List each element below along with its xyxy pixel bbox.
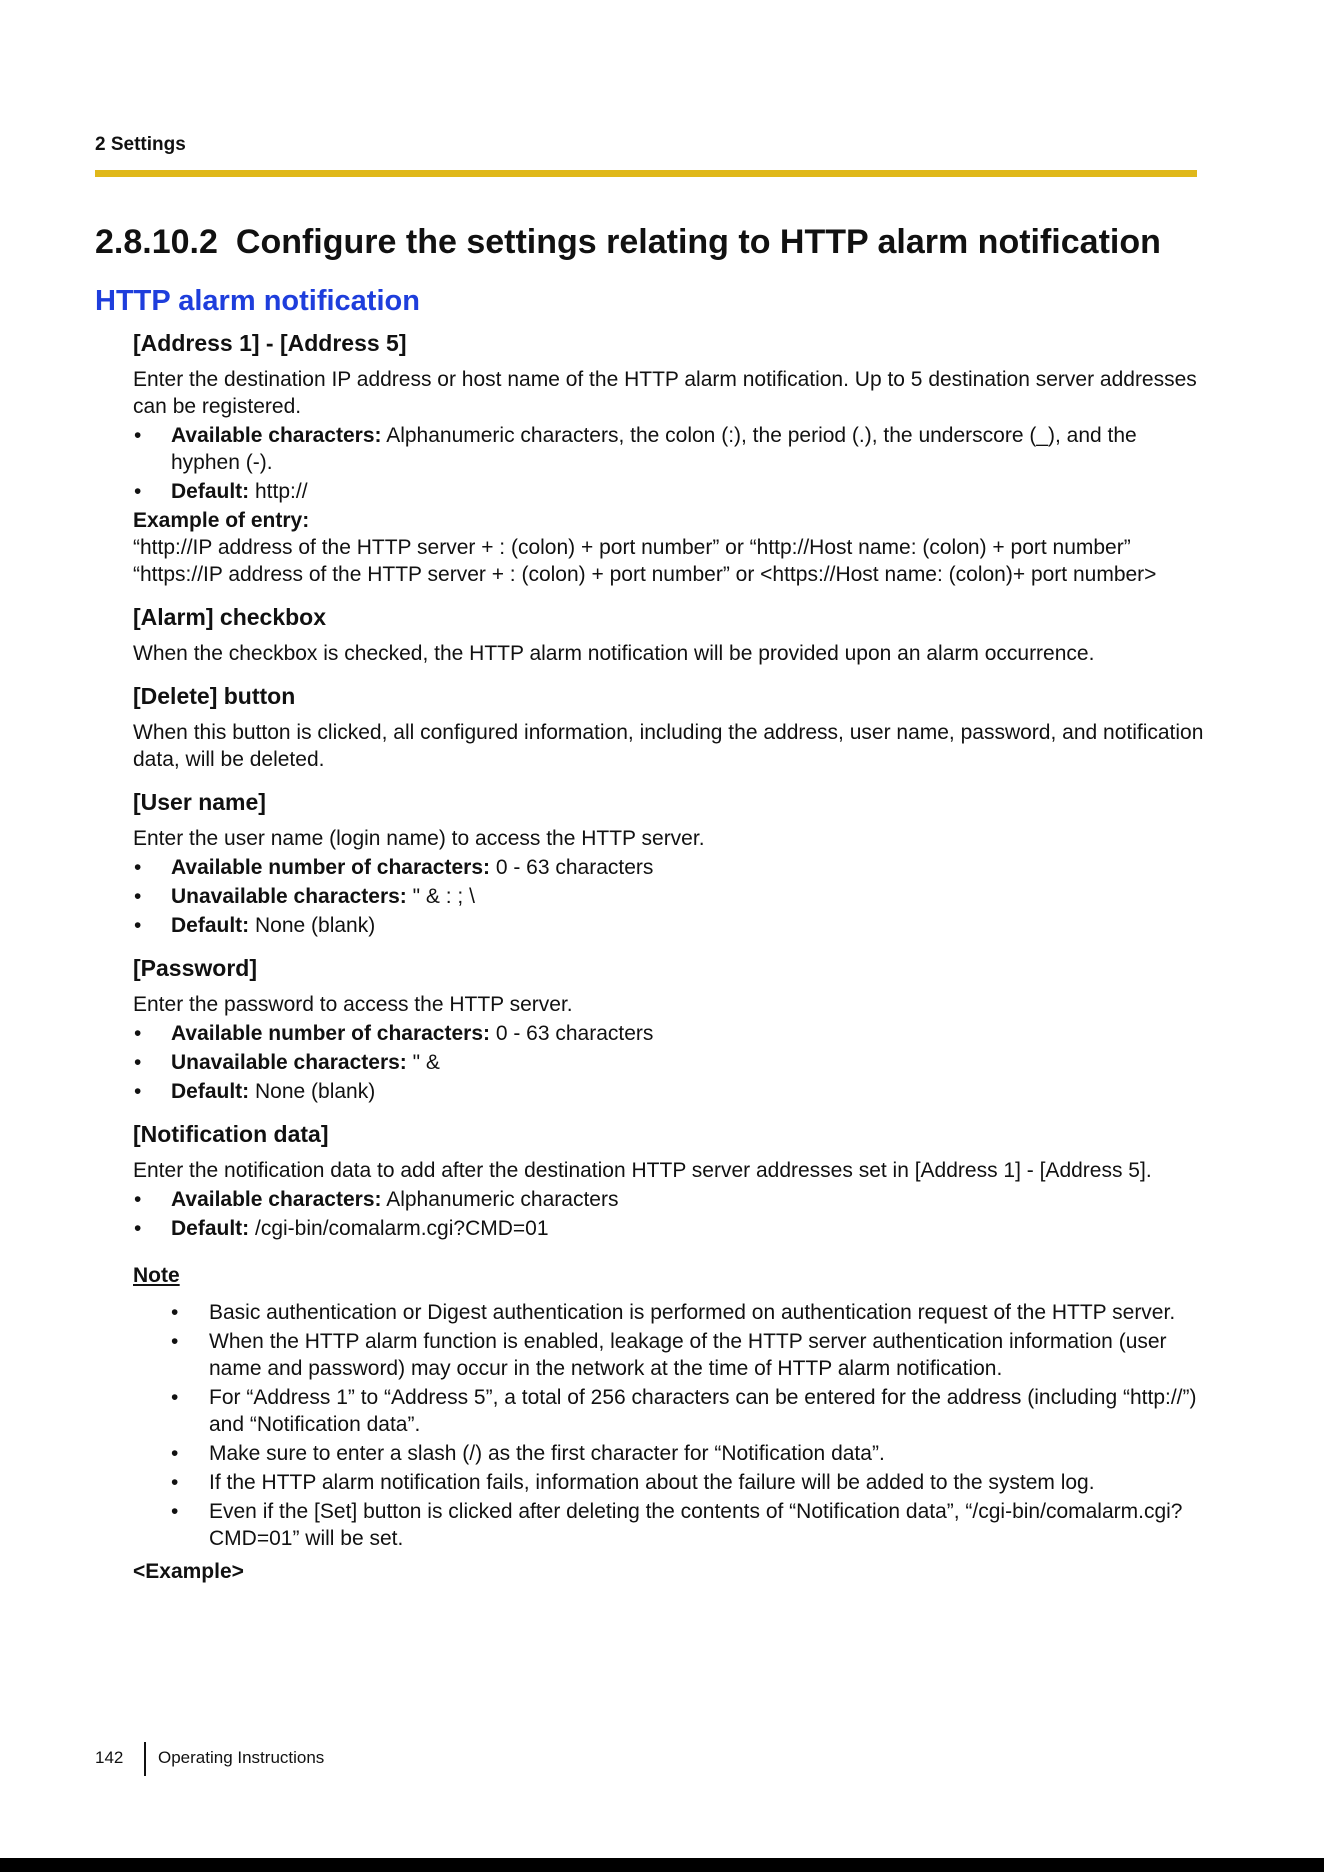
main-content: [95, 218, 1205, 1585]
bullet-label: Default:: [171, 480, 250, 503]
address-bullets: [133, 422, 1205, 505]
bullet-label: Default:: [171, 1217, 250, 1240]
note-item: • When the HTTP alarm function is enabled, leakage of the HTTP server authentication information (user name and password) may occur in the network at the time of HTTP alarm notification.: [171, 1328, 1205, 1382]
example-of-entry-label: Example of entry:: [133, 509, 310, 532]
list-item: [133, 478, 1205, 505]
bullet-label: Unavailable characters:: [171, 1051, 407, 1074]
bullet-value: " &: [406, 1051, 440, 1074]
password-heading: [Password]: [133, 955, 257, 981]
notification-bullets: [133, 1186, 1205, 1242]
username-description: Enter the user name (login name) to access the HTTP server.: [133, 827, 705, 850]
password-description: Enter the password to access the HTTP server.: [133, 993, 573, 1016]
notification-heading: [Notification data]: [133, 1121, 329, 1147]
bullet-value: 0 - 63 characters: [490, 856, 654, 879]
list-item: [133, 1078, 1205, 1105]
bullet-label: Unavailable characters:: [171, 885, 407, 908]
bullet-value: Alphanumeric characters, the colon (:), the period (.), the underscore (_), and the hyphen (-).: [171, 424, 1137, 474]
list-item: [133, 1186, 1205, 1213]
bullet-value: http://: [249, 480, 308, 503]
list-item: [133, 912, 1205, 939]
section-title-text: Configure the settings relating to HTTP alarm notification: [235, 223, 1161, 261]
list-item: [133, 1049, 1205, 1076]
note-item: • For “Address 1” to “Address 5”, a total of 256 characters can be entered for the address (including “http://”) and “Notification data”.: [171, 1384, 1205, 1438]
bullet-value: None (blank): [249, 914, 376, 937]
list-item: [133, 854, 1205, 881]
section-number: 2.8.10.2: [95, 223, 218, 261]
bullet-value: " & : ; \: [406, 885, 475, 908]
delete-heading: [Delete] button: [133, 683, 296, 709]
bullet-value: None (blank): [249, 1080, 376, 1103]
list-item: [133, 1020, 1205, 1047]
list-item: [133, 883, 1205, 910]
note-item: • Basic authentication or Digest authentication is performed on authentication request of the HTTP server.: [171, 1299, 1205, 1326]
page-number: 142: [95, 1748, 124, 1767]
bullet-label: Available characters:: [171, 424, 382, 447]
note-item: • Make sure to enter a slash (/) as the first character for “Notification data”.: [171, 1440, 1205, 1467]
password-bullets: [133, 1020, 1205, 1105]
bullet-label: Default:: [171, 1080, 250, 1103]
section-title: [95, 218, 1205, 266]
alarm-heading: [Alarm] checkbox: [133, 604, 327, 630]
footer-divider: [144, 1742, 146, 1776]
subsection-title: HTTP alarm notification: [95, 285, 420, 317]
scan-edge-band: [0, 1858, 1324, 1872]
bullet-label: Available number of characters:: [171, 856, 490, 879]
bullet-label: Available number of characters:: [171, 1022, 490, 1045]
note-list: [133, 1299, 1205, 1552]
running-head: 2 Settings: [95, 134, 186, 155]
settings-list: [133, 328, 1205, 1585]
username-heading: [User name]: [133, 789, 266, 815]
address-heading: [Address 1] - [Address 5]: [133, 330, 407, 356]
bullet-value: /cgi-bin/comalarm.cgi?CMD=01: [249, 1217, 549, 1240]
note-item: • If the HTTP alarm notification fails, information about the failure will be added to the system log.: [171, 1469, 1205, 1496]
header-rule: [95, 170, 1197, 177]
alarm-description: When the checkbox is checked, the HTTP alarm notification will be provided upon an alarm occurrence.: [133, 642, 1095, 665]
bullet-value: Alphanumeric characters: [381, 1188, 619, 1211]
example-line-2: “https://IP address of the HTTP server + : (colon) + port number” or <https://Host name: (colon)+ port number>: [133, 563, 1157, 586]
address-description: Enter the destination IP address or host name of the HTTP alarm notification. Up to 5 destination server addresses can be registered.: [133, 368, 1197, 418]
note-title: Note: [133, 1264, 180, 1287]
list-item: [133, 422, 1205, 476]
bullet-label: Available characters:: [171, 1188, 382, 1211]
example-heading: <Example>: [133, 1560, 244, 1583]
example-line-1: “http://IP address of the HTTP server + : (colon) + port number” or “http://Host name: (colon) + port number”: [133, 536, 1131, 559]
bullet-label: Default:: [171, 914, 250, 937]
footer-doc-title: Operating Instructions: [158, 1748, 325, 1767]
note-item: • Even if the [Set] button is clicked after deleting the contents of “Notification data”, “/cgi-bin/comalarm.cgi?CMD=01” will be set.: [171, 1498, 1205, 1552]
bullet-value: 0 - 63 characters: [490, 1022, 654, 1045]
delete-description: When this button is clicked, all configured information, including the address, user name, password, and notification data, will be deleted.: [133, 721, 1204, 771]
username-bullets: [133, 854, 1205, 939]
notification-description: Enter the notification data to add after the destination HTTP server addresses set in [Address 1] - [Address 5].: [133, 1159, 1152, 1182]
list-item: [133, 1215, 1205, 1242]
